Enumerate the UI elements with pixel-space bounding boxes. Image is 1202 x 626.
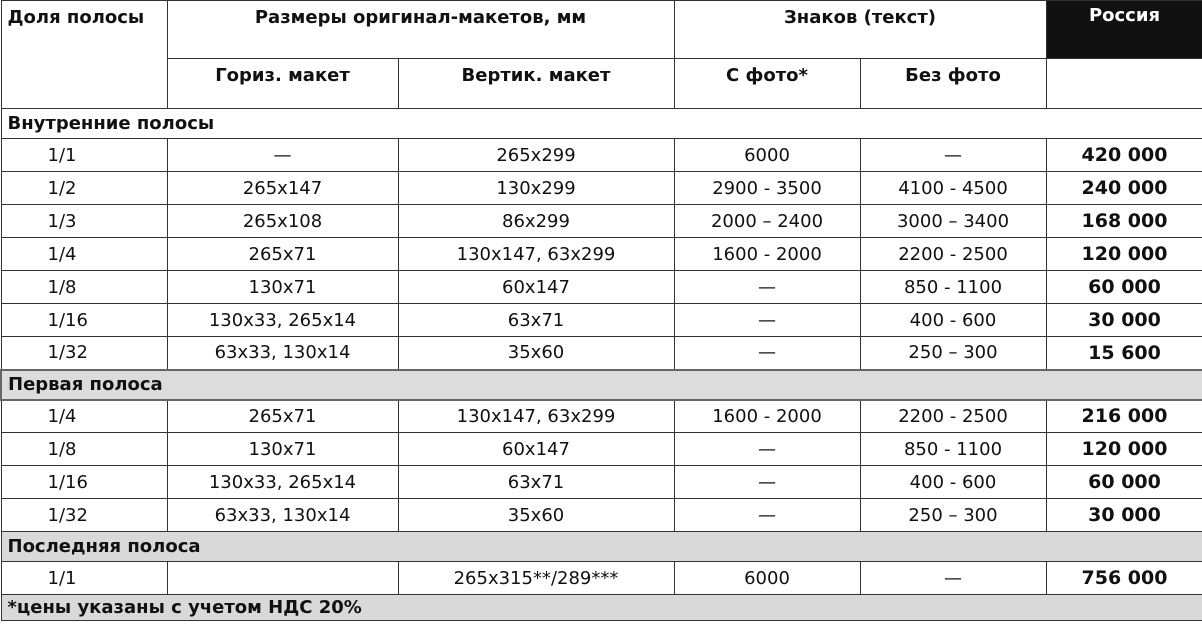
cell-nophoto: 850 - 1100 — [860, 433, 1046, 466]
footer-note: *цены указаны с учетом НДС 20% — [1, 595, 1202, 621]
horiz-header: Гориз. макет — [167, 59, 398, 109]
cell-horiz — [167, 562, 398, 595]
cell-price: 756 000 — [1046, 562, 1202, 595]
cell-photo: 1600 - 2000 — [674, 400, 860, 433]
cell-vert: 35x60 — [398, 337, 674, 370]
cell-vert: 86x299 — [398, 205, 674, 238]
cell-nophoto: 3000 – 3400 — [860, 205, 1046, 238]
cell-horiz: 130x71 — [167, 433, 398, 466]
cell-share: 1/32 — [1, 337, 167, 370]
section-row-last — [1, 532, 1202, 562]
table-row — [1, 238, 1202, 271]
cell-horiz: 130x33, 265x14 — [167, 466, 398, 499]
cell-price: 120 000 — [1046, 238, 1202, 271]
table-row — [1, 172, 1202, 205]
table-row — [1, 433, 1202, 466]
cell-nophoto: — — [860, 562, 1046, 595]
cell-nophoto: 400 - 600 — [860, 304, 1046, 337]
with-photo-header: С фото* — [674, 59, 860, 109]
cell-horiz: 265x147 — [167, 172, 398, 205]
cell-price: 30 000 — [1046, 304, 1202, 337]
cell-share: 1/4 — [1, 400, 167, 433]
table-row — [1, 466, 1202, 499]
cell-vert: 130x147, 63x299 — [398, 400, 674, 433]
table-row — [1, 304, 1202, 337]
cell-horiz: 130x71 — [167, 271, 398, 304]
table-row — [1, 139, 1202, 172]
cell-nophoto: 400 - 600 — [860, 466, 1046, 499]
cell-photo: 1600 - 2000 — [674, 238, 860, 271]
cell-photo: — — [674, 304, 860, 337]
table-row — [1, 205, 1202, 238]
cell-price: 240 000 — [1046, 172, 1202, 205]
sizes-header: Размеры оригинал-макетов, мм — [167, 1, 674, 59]
table-row — [1, 337, 1202, 370]
cell-price: 216 000 — [1046, 400, 1202, 433]
cell-vert: 265x315**/289*** — [398, 562, 674, 595]
region-header: Россия — [1046, 1, 1202, 59]
cell-share: 1/16 — [1, 304, 167, 337]
cell-photo: 2000 – 2400 — [674, 205, 860, 238]
cell-share: 1/16 — [1, 466, 167, 499]
cell-vert: 35x60 — [398, 499, 674, 532]
section-row-inner — [1, 109, 1202, 139]
region-subheader — [1046, 59, 1202, 109]
cell-photo: 2900 - 3500 — [674, 172, 860, 205]
cell-share: 1/32 — [1, 499, 167, 532]
without-photo-header: Без фото — [860, 59, 1046, 109]
table-row — [1, 271, 1202, 304]
cell-photo: 6000 — [674, 562, 860, 595]
section-row-first — [1, 370, 1202, 400]
cell-nophoto: 850 - 1100 — [860, 271, 1046, 304]
cell-nophoto: 4100 - 4500 — [860, 172, 1046, 205]
cell-horiz: 265x108 — [167, 205, 398, 238]
table-row — [1, 499, 1202, 532]
cell-vert: 63x71 — [398, 466, 674, 499]
cell-share: 1/4 — [1, 238, 167, 271]
cell-photo: — — [674, 499, 860, 532]
cell-nophoto: 2200 - 2500 — [860, 400, 1046, 433]
table-row — [1, 400, 1202, 433]
cell-price: 168 000 — [1046, 205, 1202, 238]
cell-vert: 60x147 — [398, 271, 674, 304]
cell-vert: 130x299 — [398, 172, 674, 205]
cell-nophoto: 250 – 300 — [860, 337, 1046, 370]
cell-price: 60 000 — [1046, 271, 1202, 304]
cell-price: 30 000 — [1046, 499, 1202, 532]
cell-horiz: 130x33, 265x14 — [167, 304, 398, 337]
cell-price: 120 000 — [1046, 433, 1202, 466]
cell-share: 1/1 — [1, 562, 167, 595]
cell-photo: 6000 — [674, 139, 860, 172]
section-title: Последняя полоса — [1, 532, 1202, 562]
footer-row — [1, 595, 1202, 621]
cell-photo: — — [674, 337, 860, 370]
cell-horiz: 265x71 — [167, 238, 398, 271]
cell-price: 60 000 — [1046, 466, 1202, 499]
share-header: Доля полосы — [1, 1, 167, 109]
cell-price: 15 600 — [1046, 337, 1202, 370]
cell-share: 1/8 — [1, 271, 167, 304]
cell-vert: 60x147 — [398, 433, 674, 466]
cell-photo: — — [674, 433, 860, 466]
cell-nophoto: 250 – 300 — [860, 499, 1046, 532]
cell-share: 1/1 — [1, 139, 167, 172]
cell-share: 1/8 — [1, 433, 167, 466]
cell-photo: — — [674, 271, 860, 304]
table-row — [1, 562, 1202, 595]
cell-share: 1/3 — [1, 205, 167, 238]
section-title: Внутренние полосы — [1, 109, 1202, 139]
cell-nophoto: — — [860, 139, 1046, 172]
chars-header: Знаков (текст) — [674, 1, 1046, 59]
vert-header: Вертик. макет — [398, 59, 674, 109]
cell-vert: 63x71 — [398, 304, 674, 337]
cell-horiz: — — [167, 139, 398, 172]
cell-photo: — — [674, 466, 860, 499]
cell-share: 1/2 — [1, 172, 167, 205]
cell-price: 420 000 — [1046, 139, 1202, 172]
cell-horiz: 63x33, 130x14 — [167, 337, 398, 370]
cell-vert: 265x299 — [398, 139, 674, 172]
cell-nophoto: 2200 - 2500 — [860, 238, 1046, 271]
cell-horiz: 265x71 — [167, 400, 398, 433]
cell-horiz: 63x33, 130x14 — [167, 499, 398, 532]
section-title: Первая полоса — [1, 370, 1202, 400]
cell-vert: 130x147, 63x299 — [398, 238, 674, 271]
